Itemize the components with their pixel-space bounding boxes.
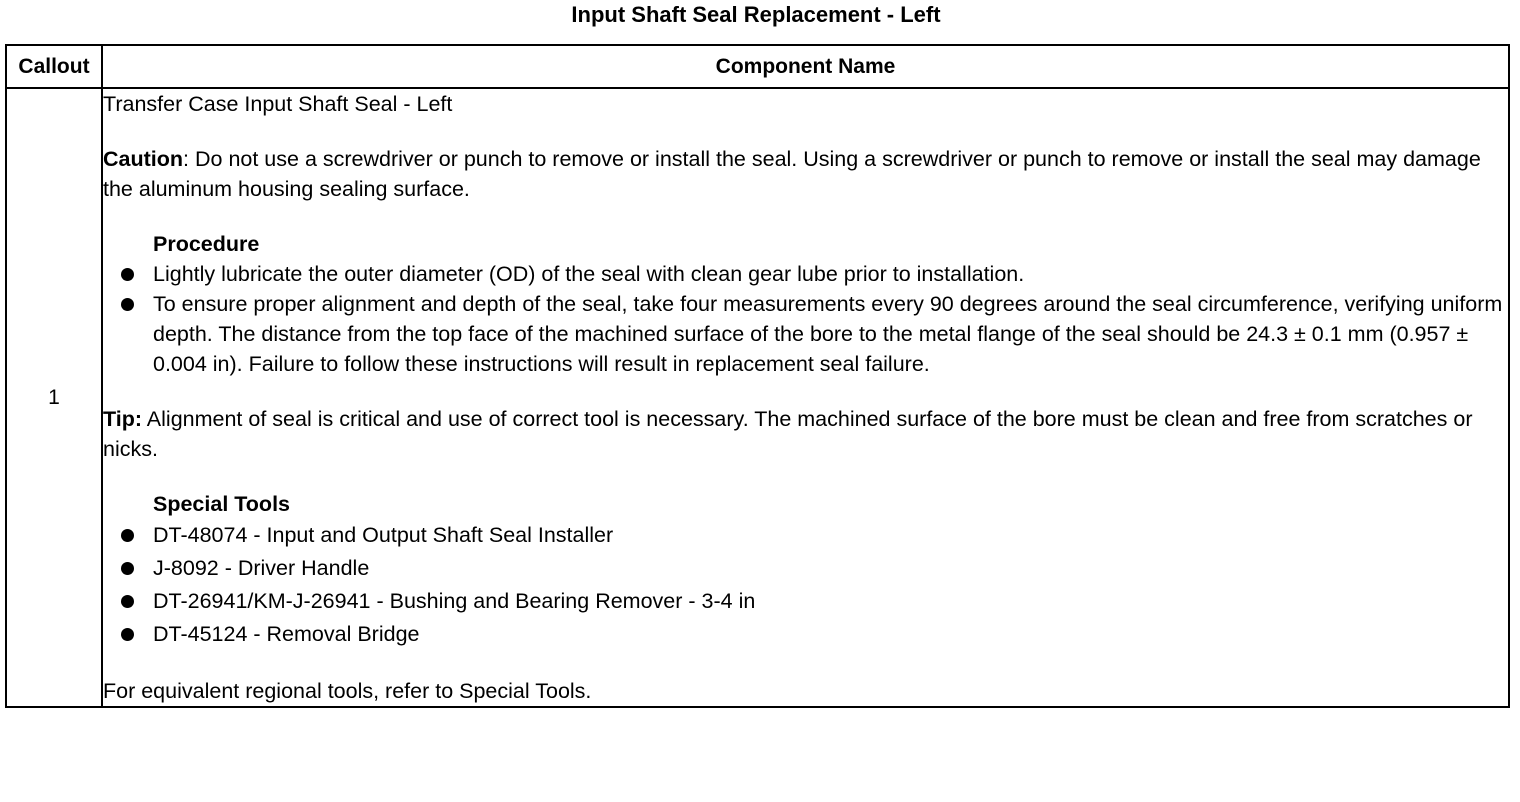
bullet-icon (121, 529, 134, 542)
procedure-step-text: Lightly lubricate the outer diameter (OD) of the seal with clean gear lube prior to installation. (153, 262, 1025, 286)
component-name: Transfer Case Input Shaft Seal - Left (103, 92, 453, 116)
tip-text: Alignment of seal is critical and use of correct tool is necessary. The machined surface of the bore must be clean and free from scratches or nicks. (103, 407, 1473, 461)
special-tool-text: DT-26941/KM-J-26941 - Bushing and Bearing Remover - 3-4 in (153, 589, 756, 613)
document-title: Input Shaft Seal Replacement - Left (571, 2, 941, 27)
caution-colon: : (183, 147, 190, 171)
bullet-icon (121, 562, 134, 575)
regional-tools-note: For equivalent regional tools, refer to Special Tools. (103, 679, 592, 703)
special-tools-list (103, 519, 1508, 651)
table-row (6, 88, 1509, 707)
callout-number: 1 (6, 88, 102, 707)
procedure-step (103, 259, 1508, 289)
caution-label: Caution (103, 147, 184, 171)
component-description-cell (102, 88, 1509, 707)
bullet-icon (121, 595, 134, 608)
special-tool-item (103, 585, 1508, 618)
special-tool-item (103, 618, 1508, 651)
special-tool-item (103, 519, 1508, 552)
procedure-heading: Procedure (153, 232, 260, 256)
special-tool-item (103, 552, 1508, 585)
callout-column-header: Callout (6, 45, 102, 88)
tip-note (103, 404, 1508, 464)
bullet-icon (121, 298, 134, 311)
tip-label: Tip: (103, 407, 143, 431)
bullet-icon (121, 268, 134, 281)
special-tools-heading: Special Tools (153, 492, 290, 516)
component-table (5, 44, 1510, 708)
bullet-icon (121, 628, 134, 641)
caution-text: Do not use a screwdriver or punch to remove or install the seal. Using a screwdriver or punch to remove or install the seal may damage the aluminum housing sealing surface. (103, 147, 1481, 201)
procedure-step-text: To ensure proper alignment and depth of the seal, take four measurements every 90 degrees around the seal circumference, verifying uniform depth. The distance from the top face of the machined surface of the bore to the metal flange of the seal should be 24.3 ± 0.1 mm (0.957 ± 0.004 in). Failure to follow these instructions will result in replacement seal failure. (153, 292, 1503, 376)
special-tool-text: DT-48074 - Input and Output Shaft Seal Installer (153, 523, 614, 547)
caution-note (103, 144, 1508, 204)
special-tool-text: DT-45124 - Removal Bridge (153, 622, 420, 646)
table-header-row (6, 45, 1509, 88)
procedure-list (103, 259, 1508, 379)
procedure-step (103, 289, 1508, 379)
component-name-column-header: Component Name (102, 45, 1509, 88)
special-tool-text: J-8092 - Driver Handle (153, 556, 370, 580)
